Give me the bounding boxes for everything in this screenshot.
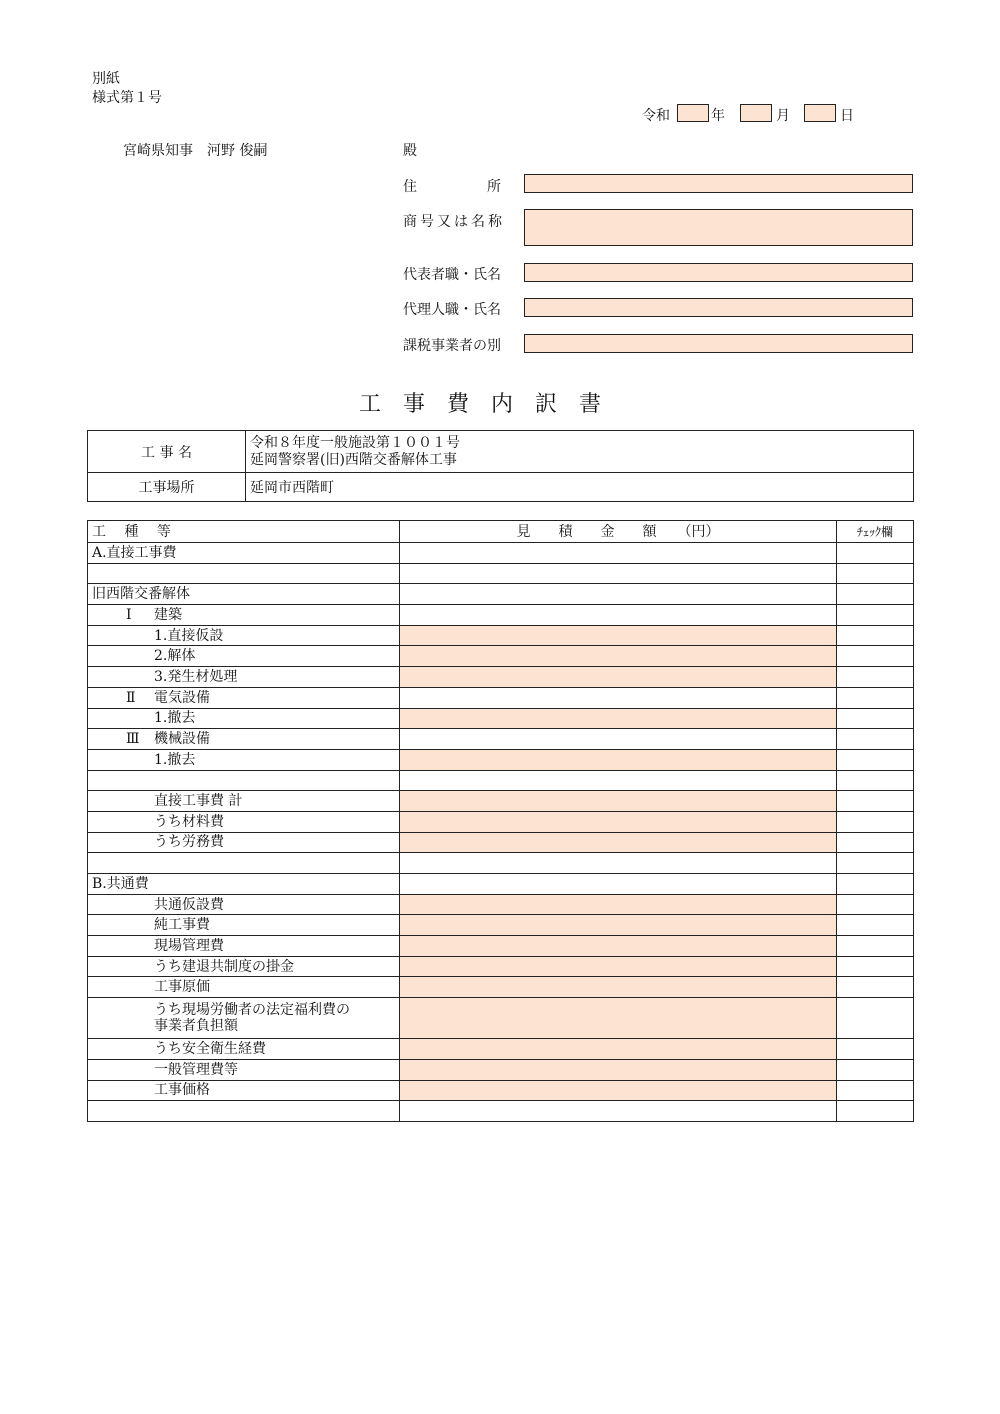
amount-cell <box>400 770 837 791</box>
amount-cell[interactable] <box>400 977 837 998</box>
table-row <box>88 1039 914 1060</box>
row-item <box>88 894 400 915</box>
amount-cell <box>400 584 837 605</box>
check-cell <box>837 832 914 853</box>
year-input[interactable] <box>677 104 709 122</box>
agent-label: 代理人職・氏名 <box>403 302 501 318</box>
table-row <box>88 749 914 770</box>
amount-cell <box>400 853 837 874</box>
project-name-label: 工 事 名 <box>88 431 246 473</box>
table-row <box>88 1059 914 1080</box>
row-item <box>88 874 400 895</box>
row-item <box>88 563 400 584</box>
row-item <box>88 853 400 874</box>
row-item <box>88 543 400 564</box>
check-cell <box>837 998 914 1039</box>
table-row <box>88 791 914 812</box>
check-cell <box>837 625 914 646</box>
month-label: 月 <box>776 108 790 124</box>
table-row <box>88 936 914 957</box>
document-title: 工 事 費 内 訳 書 <box>358 392 601 417</box>
table-row <box>88 729 914 750</box>
row-label: うち材料費 <box>154 813 224 830</box>
row-item <box>88 605 400 626</box>
header-amount: 見 積 金 額 （円） <box>400 521 837 543</box>
row-item <box>88 770 400 791</box>
amount-cell <box>400 729 837 750</box>
check-cell <box>837 770 914 791</box>
row-item <box>88 625 400 646</box>
row-label: 機械設備 <box>154 731 210 748</box>
check-cell <box>837 791 914 812</box>
roman-numeral: Ⅱ <box>126 689 136 706</box>
row-item <box>88 791 400 812</box>
amount-cell <box>400 543 837 564</box>
table-row <box>88 625 914 646</box>
year-label: 年 <box>711 108 725 124</box>
amount-cell <box>400 563 837 584</box>
amount-cell[interactable] <box>400 915 837 936</box>
row-label: うち建退共制度の掛金 <box>154 958 294 975</box>
project-name-line2: 延岡警察署(旧)西階交番解体工事 <box>250 451 457 468</box>
table-row <box>88 1080 914 1101</box>
tax-status-label: 課税事業者の別 <box>403 338 501 354</box>
project-place-label: 工事場所 <box>88 473 246 502</box>
check-cell <box>837 584 914 605</box>
row-item <box>88 977 400 998</box>
representative-label: 代表者職・氏名 <box>403 267 501 283</box>
row-label: 3.発生材処理 <box>154 668 238 685</box>
row-item <box>88 811 400 832</box>
row-label: 1.撤去 <box>154 751 196 768</box>
row-item <box>88 667 400 688</box>
row-label: 電気設備 <box>154 689 210 706</box>
check-cell <box>837 811 914 832</box>
row-item <box>88 832 400 853</box>
check-cell <box>837 1101 914 1122</box>
table-row <box>88 605 914 626</box>
table-row <box>88 543 914 564</box>
row-item <box>88 915 400 936</box>
address-label: 住 所 <box>403 179 501 195</box>
row-item <box>88 936 400 957</box>
check-cell <box>837 874 914 895</box>
row-label: 共通仮設費 <box>154 896 224 913</box>
amount-cell[interactable] <box>400 791 837 812</box>
month-input[interactable] <box>740 104 772 122</box>
row-item <box>88 749 400 770</box>
roman-numeral: Ⅰ <box>126 606 132 623</box>
row-item <box>88 708 400 729</box>
row-label: うち労務費 <box>154 834 224 851</box>
table-row <box>88 853 914 874</box>
check-cell <box>837 729 914 750</box>
table-row <box>88 874 914 895</box>
row-item <box>88 1080 400 1101</box>
agent-input[interactable] <box>524 298 913 317</box>
row-item <box>88 956 400 977</box>
row-item <box>88 1101 400 1122</box>
form-number: 様式第１号 <box>92 90 162 106</box>
check-cell <box>837 687 914 708</box>
address-input[interactable] <box>524 174 913 193</box>
amount-cell[interactable] <box>400 832 837 853</box>
row-label: 直接工事費 計 <box>154 793 243 810</box>
attachment-label: 別紙 <box>92 71 120 87</box>
day-label: 日 <box>840 108 854 124</box>
table-row <box>88 563 914 584</box>
row-label: うち現場労働者の法定福利費の <box>154 1002 350 1019</box>
amount-cell[interactable] <box>400 646 837 667</box>
check-cell <box>837 894 914 915</box>
table-row <box>88 832 914 853</box>
check-cell <box>837 853 914 874</box>
row-label: 2.解体 <box>154 648 196 665</box>
addressee-name: 宮崎県知事 河野 俊嗣 <box>123 143 268 159</box>
project-name-line1: 令和８年度一般施設第１００１号 <box>250 434 460 451</box>
check-cell <box>837 977 914 998</box>
check-cell <box>837 915 914 936</box>
check-cell <box>837 605 914 626</box>
day-input[interactable] <box>804 104 836 122</box>
row-item <box>88 584 400 605</box>
row-label: 建築 <box>154 606 182 623</box>
row-label: うち安全衛生経費 <box>154 1040 266 1057</box>
row-item <box>88 1039 400 1060</box>
row-label: 事業者負担額 <box>154 1018 238 1035</box>
table-row <box>88 708 914 729</box>
amount-cell[interactable] <box>400 1059 837 1080</box>
amount-cell <box>400 687 837 708</box>
row-label: 工事原価 <box>154 979 210 996</box>
table-row <box>88 770 914 791</box>
check-cell <box>837 1059 914 1080</box>
check-cell <box>837 956 914 977</box>
table-row <box>88 977 914 998</box>
amount-cell[interactable] <box>400 667 837 688</box>
check-cell <box>837 646 914 667</box>
amount-cell <box>400 874 837 895</box>
check-cell <box>837 543 914 564</box>
row-label: 1.直接仮設 <box>154 627 224 644</box>
check-cell <box>837 667 914 688</box>
amount-cell <box>400 1101 837 1122</box>
amount-cell[interactable] <box>400 1039 837 1060</box>
row-label: 工事価格 <box>154 1082 210 1099</box>
check-cell <box>837 1039 914 1060</box>
header-type: 工 種 等 <box>88 521 400 543</box>
table-row <box>88 687 914 708</box>
company-input[interactable] <box>524 209 913 246</box>
representative-input[interactable] <box>524 263 913 282</box>
cost-breakdown-table <box>87 520 914 1122</box>
amount-cell[interactable] <box>400 936 837 957</box>
amount-cell[interactable] <box>400 811 837 832</box>
check-cell <box>837 749 914 770</box>
project-name-cell <box>246 431 914 473</box>
table-row <box>88 956 914 977</box>
table-row <box>88 998 914 1039</box>
company-label: 商号又は名称 <box>403 214 505 230</box>
header-check: ﾁｪｯｸ欄 <box>837 521 914 543</box>
tax-status-input[interactable] <box>524 334 913 353</box>
row-label: 純工事費 <box>154 917 210 934</box>
row-item <box>88 1059 400 1080</box>
row-label: 旧西階交番解体 <box>92 586 190 603</box>
table-row <box>88 811 914 832</box>
roman-numeral: Ⅲ <box>126 731 140 748</box>
table-row <box>88 667 914 688</box>
table-row <box>88 646 914 667</box>
row-label: 1.撤去 <box>154 710 196 727</box>
table-row <box>88 584 914 605</box>
row-label: 現場管理費 <box>154 937 224 954</box>
project-place-value: 延岡市西階町 <box>246 473 914 502</box>
amount-cell[interactable] <box>400 708 837 729</box>
check-cell <box>837 563 914 584</box>
amount-cell[interactable] <box>400 956 837 977</box>
amount-cell[interactable] <box>400 625 837 646</box>
row-label: A.直接工事費 <box>92 544 177 561</box>
row-item <box>88 646 400 667</box>
amount-cell <box>400 605 837 626</box>
row-item <box>88 729 400 750</box>
row-label: B.共通費 <box>92 875 149 892</box>
table-row <box>88 1101 914 1122</box>
check-cell <box>837 708 914 729</box>
amount-cell[interactable] <box>400 749 837 770</box>
project-info-table <box>87 430 914 502</box>
check-cell <box>837 936 914 957</box>
check-cell <box>837 1080 914 1101</box>
amount-cell[interactable] <box>400 1080 837 1101</box>
honorific: 殿 <box>403 143 417 159</box>
row-label: 一般管理費等 <box>154 1061 238 1078</box>
row-item <box>88 687 400 708</box>
row-item <box>88 998 400 1039</box>
table-row <box>88 894 914 915</box>
date-era-label: 令和 <box>642 108 670 124</box>
amount-cell[interactable] <box>400 894 837 915</box>
table-row <box>88 915 914 936</box>
amount-cell[interactable] <box>400 998 837 1039</box>
